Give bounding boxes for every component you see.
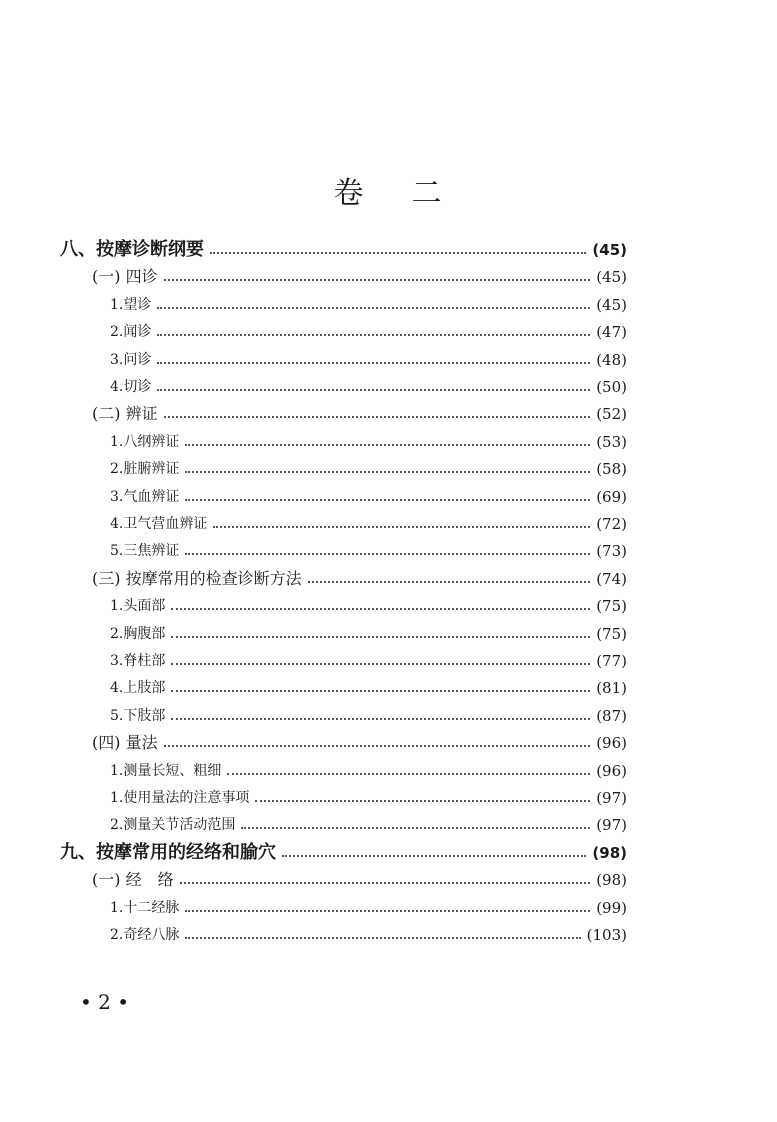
toc-entry-label: (一) 经 络 (92, 870, 174, 890)
dot-leader (157, 293, 590, 309)
toc-entry (92, 866, 627, 894)
dot-leader (213, 512, 590, 528)
toc-entry-page: (52) (596, 405, 627, 424)
toc-entry (110, 373, 627, 401)
toc-entry-label: 4.卫气营血辨证 (110, 516, 208, 532)
toc-entry-label: (二) 辨证 (92, 404, 158, 424)
dot-leader (185, 457, 590, 473)
dot-leader (308, 567, 591, 583)
toc-entry-page: (98) (596, 871, 627, 890)
toc-entry-label: 2.测量关节活动范围 (110, 817, 236, 834)
toc-entry-page: (87) (596, 706, 627, 725)
toc-entry-page: (75) (596, 624, 627, 643)
dot-leader (185, 923, 580, 939)
toc-entry-label: 2.闻诊 (110, 324, 152, 341)
toc-entry (110, 455, 627, 483)
dot-leader (164, 402, 591, 418)
toc-entry (110, 537, 627, 565)
toc-entry-page: (81) (596, 679, 627, 698)
toc-entry-page: (103) (586, 926, 627, 944)
toc-entry-label: 1.十二经脉 (110, 899, 180, 916)
toc-entry-page: (72) (596, 515, 627, 533)
toc-entry-page: (69) (596, 487, 627, 506)
toc-entry-label: (三) 按摩常用的检查诊断方法 (92, 568, 302, 588)
dot-leader (171, 622, 590, 638)
dot-leader (157, 348, 590, 364)
toc-entry (110, 674, 627, 702)
dot-leader (171, 649, 590, 665)
dot-leader (171, 594, 590, 610)
dot-leader (157, 375, 590, 391)
dot-leader (185, 485, 590, 501)
dot-leader (171, 676, 590, 692)
toc-entry-label: 2.脏腑辨证 (110, 461, 180, 478)
toc-entry (110, 428, 627, 456)
toc-entry-page: (73) (596, 542, 627, 561)
toc-entry-label: 5.下肢部 (110, 707, 166, 724)
dot-leader (241, 813, 590, 829)
dot-leader (185, 430, 590, 446)
dot-leader (171, 704, 590, 720)
toc-entry-label: 八、按摩诊断纲要 (60, 239, 204, 260)
volume-title-part1: 卷 (333, 176, 366, 211)
toc-entry (110, 346, 627, 374)
toc-entry-label: 1.头面部 (110, 598, 166, 615)
dot-leader (282, 841, 586, 857)
toc-entry-label: 5.三焦辨证 (110, 543, 180, 560)
toc-entry-label: 3.脊柱部 (110, 653, 166, 669)
toc-entry-page: (53) (596, 432, 627, 451)
toc-entry (110, 510, 627, 538)
dot-leader (185, 539, 590, 555)
toc-entry-page: (45) (596, 268, 627, 287)
toc-entry (92, 565, 627, 593)
toc-entry (110, 894, 627, 922)
toc-entry-label: 4.上肢部 (110, 680, 166, 697)
toc-entry-label: 九、按摩常用的经络和腧穴 (60, 841, 276, 863)
toc-entry (110, 318, 627, 346)
toc-entry-page: (77) (596, 652, 627, 670)
toc-entry (110, 811, 627, 839)
dot-leader (164, 265, 591, 281)
dot-leader (185, 896, 590, 912)
dot-leader (210, 238, 586, 254)
toc-entry-label: 2.奇经八脉 (110, 927, 180, 943)
toc-entry-label: 1.使用量法的注意事项 (110, 790, 250, 806)
toc-entry-page: (97) (596, 789, 627, 807)
toc-entry-label: (四) 量法 (92, 733, 158, 753)
page-number: • 2 • (80, 990, 130, 1014)
toc-entry (92, 400, 627, 428)
toc-entry (60, 236, 627, 264)
dot-leader (164, 731, 591, 747)
toc-entry-label: 3.问诊 (110, 351, 152, 368)
toc-entry-label: 1.望诊 (110, 296, 152, 313)
dot-leader (180, 868, 591, 884)
toc-entry-page: (74) (596, 569, 627, 588)
toc-entry (60, 839, 627, 867)
dot-leader (255, 786, 590, 802)
toc-entry-label: 2.胸腹部 (110, 625, 166, 642)
toc-entry-page: (58) (596, 460, 627, 479)
toc-entry (110, 483, 627, 511)
toc-entry-page: (96) (596, 734, 627, 753)
toc-entry (110, 757, 627, 785)
toc-entry-label: 4.切诊 (110, 379, 152, 395)
toc-entry (92, 729, 627, 757)
dot-leader (227, 759, 590, 775)
toc-entry (110, 647, 627, 675)
toc-entry (110, 921, 627, 949)
toc-entry-page: (48) (596, 350, 627, 369)
toc-entry-page: (45) (596, 295, 627, 314)
toc-entry-page: (47) (596, 323, 627, 342)
toc-entry-page: (75) (596, 597, 627, 616)
toc-entry-label: 3.气血辨证 (110, 488, 180, 505)
toc-entry (110, 620, 627, 648)
toc-entry-page: (50) (596, 378, 627, 396)
toc-entry-page: (98) (592, 843, 627, 862)
toc-entry-label: 1.测量长短、粗细 (110, 762, 222, 779)
toc-entry-page: (45) (592, 241, 627, 259)
toc-entry-page: (97) (596, 816, 627, 835)
toc-entry (110, 592, 627, 620)
toc-entry (92, 263, 627, 291)
toc-entry (110, 784, 627, 812)
volume-title (0, 168, 777, 212)
toc-entry-label: 1.八纲辨证 (110, 433, 180, 450)
dot-leader (157, 320, 590, 336)
toc-entry (110, 291, 627, 319)
toc-entry-page: (96) (596, 761, 627, 780)
volume-title-part2: 二 (411, 176, 444, 211)
toc-entry-page: (99) (596, 898, 627, 917)
toc-entry (110, 702, 627, 730)
toc-entry-label: (一) 四诊 (92, 267, 158, 287)
